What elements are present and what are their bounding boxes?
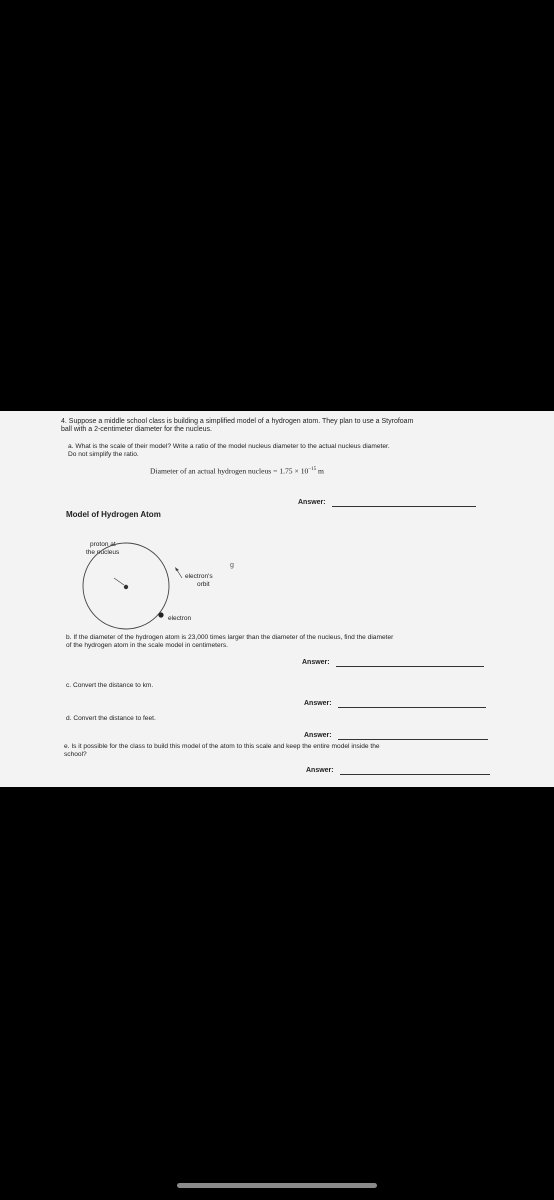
question-b-line-1: b. If the diameter of the hydrogen atom is 23,000 times larger than the diameter of the nucleus, find the diameter <box>66 634 394 641</box>
question-4-line-2: ball with a 2-centimeter diameter for the nucleus. <box>61 426 212 433</box>
answer-a-label: Answer: <box>298 499 326 506</box>
question-c: c. Convert the distance to km. <box>66 682 154 689</box>
proton-label-2: the nucleus <box>86 549 120 556</box>
orbit-pointer <box>177 570 182 578</box>
question-e-line-2: school? <box>64 751 87 758</box>
answer-d-line <box>338 739 488 740</box>
model-title: Model of Hydrogen Atom <box>66 510 161 519</box>
orbit-label-2: orbit <box>197 581 210 588</box>
home-indicator[interactable] <box>177 1183 377 1188</box>
electron-label: electron <box>168 615 192 622</box>
question-a-line-2: Do not simplify the ratio. <box>68 451 139 458</box>
question-b-line-2: of the hydrogen atom in the scale model in centimeters. <box>66 642 229 649</box>
proton-label-1: proton at <box>90 541 116 548</box>
given-text: Diameter of an actual hydrogen nucleus = 1.75 × 10 <box>150 466 309 476</box>
orbit-label-1: electron's <box>185 573 213 580</box>
answer-e-label: Answer: <box>306 767 334 774</box>
answer-e-line <box>340 774 490 775</box>
nucleus-dot <box>124 585 128 589</box>
orbit-arrowhead <box>175 567 179 571</box>
answer-b-line <box>336 666 484 667</box>
given-exponent: −15 <box>308 467 317 472</box>
answer-d-label: Answer: <box>304 732 332 739</box>
question-4-line-1: 4. Suppose a middle school class is building a simplified model of a hydrogen atom. They plan to use a Styrofoam <box>61 418 414 425</box>
electron-dot <box>158 612 163 617</box>
proton-pointer <box>114 578 124 585</box>
answer-a-line <box>332 506 476 507</box>
question-d: d. Convert the distance to feet. <box>66 715 156 722</box>
answer-c-line <box>338 707 486 708</box>
hydrogen-atom-diagram <box>70 540 190 630</box>
answer-b-label: Answer: <box>302 659 330 666</box>
question-e-line-1: e. Is it possible for the class to build this model of the atom to this scale and keep the entire model inside the <box>64 743 380 750</box>
margin-mark: g <box>230 562 234 569</box>
answer-c-label: Answer: <box>304 700 332 707</box>
question-a-line-1: a. What is the scale of their model? Write a ratio of the model nucleus diameter to the actual nucleus diameter. <box>68 443 390 450</box>
given-nucleus-diameter <box>150 467 324 475</box>
given-unit: m <box>318 466 324 476</box>
